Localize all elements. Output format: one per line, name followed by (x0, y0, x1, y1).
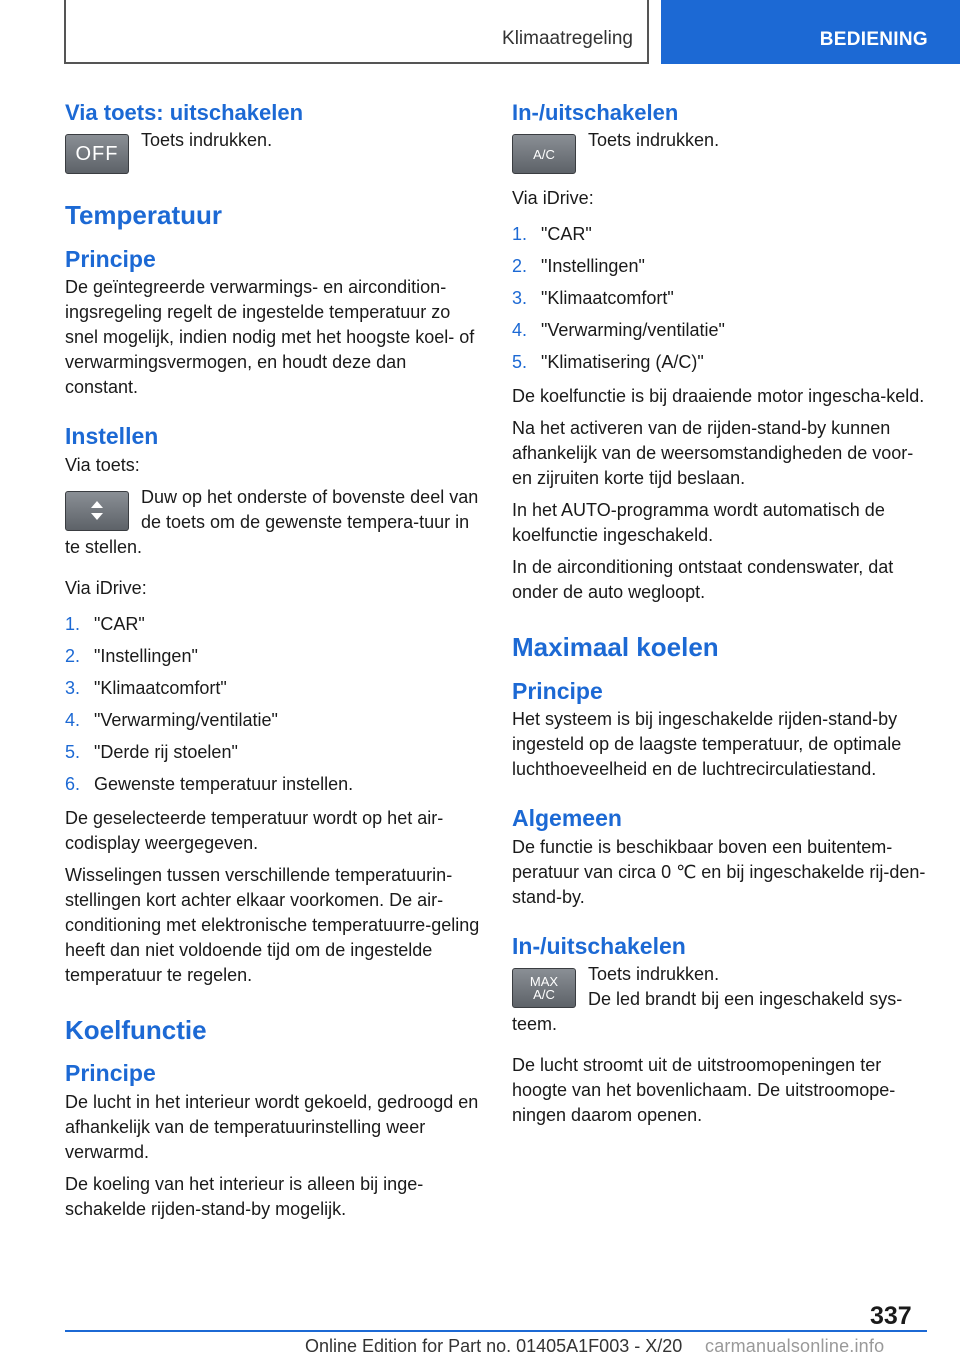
max-ac-instruction: Toets indrukken. (588, 964, 720, 985)
heading-temperatuur: Temperatuur (65, 200, 222, 231)
functie-text: De functie is beschikbaar boven een buitentem-peratuur van circa 0 ℃ en bij ingeschakelde rij-den-stand-by. (512, 836, 926, 907)
list-item: 4. "Verwarming/ventilatie" (512, 320, 725, 341)
lucht-text: De lucht in het interieur wordt gekoeld, gedroogd en afhankelijk van de temperatuurinstelling weer verwarmd. (65, 1091, 479, 1162)
off-key-row (65, 128, 480, 174)
wisselingen-text: Wisselingen tussen verschillende temperatuurin-stellingen kort achter elkaar voorkomen. De air-conditioning met elektronische temperatuurre-geling heeft dan niet voldoende tijd om de ingestelde temperatuur te regelen. (65, 864, 480, 985)
footer-divider (65, 1330, 927, 1332)
idrive-steps-list (65, 608, 480, 800)
idrive-steps-list-right (512, 218, 928, 378)
temp-key-text: Duw op het onderste of bovenste deel van de toets om de gewenste tempera-tuur in te stellen. (65, 486, 479, 557)
ac-key-icon: A/C (512, 134, 576, 174)
section-title: BEDIENING (819, 29, 928, 50)
temperature-arrows-icon (65, 491, 129, 531)
list-item: 1. "CAR" (65, 613, 145, 634)
off-instruction: Toets indrukken. (141, 130, 273, 151)
list-item: 5. "Derde rij stoelen" (65, 741, 238, 762)
via-toets-label: Via toets: (65, 454, 140, 475)
heading-in-uitschakelen: In-/uitschakelen (512, 100, 679, 125)
left-column (65, 100, 480, 1229)
via-idrive-label-right: Via iDrive: (512, 188, 594, 209)
list-item: 6. Gewenste temperatuur instellen. (65, 773, 354, 794)
section-tab (661, 0, 960, 64)
edition-text: Online Edition for Part no. 01405A1F003 - X/20 (305, 1336, 683, 1356)
list-item: 3. "Klimaatcomfort" (65, 677, 227, 698)
geselecteerde-text: De geselecteerde temperatuur wordt op het air-codisplay weergegeven. (65, 807, 444, 853)
heading-maximaal-koelen: Maximaal koelen (512, 632, 719, 663)
koelfunctie-text: De koelfunctie is bij draaiende motor ingescha-keld. (512, 386, 925, 407)
heading-algemeen: Algemeen (512, 805, 622, 832)
right-column (512, 100, 928, 1135)
heading-koelfunctie: Koelfunctie (65, 1014, 207, 1045)
ac-instruction: Toets indrukken. (588, 130, 720, 151)
activeren-text: Na het activeren van de rijden-stand-by kunnen afhankelijk van de weersomstandigheden de voor- en zijruiten korte tijd beslaan. (512, 418, 914, 489)
auto-text: In het AUTO-programma wordt automatisch de koelfunctie ingeschakeld. (512, 500, 885, 546)
page-number: 337 (870, 1302, 912, 1330)
list-item: 2. "Instellingen" (512, 256, 645, 277)
led-text: De led brandt bij een ingeschakeld sys-teem. (512, 989, 903, 1035)
header-frame (64, 0, 649, 64)
heading-in-uitschakelen-2: In-/uitschakelen (512, 932, 686, 959)
list-item: 4. "Verwarming/ventilatie" (65, 709, 278, 730)
list-item: 5. "Klimatisering (A/C)" (512, 352, 704, 373)
heading-via-toets: Via toets: uitschakelen (65, 100, 304, 125)
temp-key-row (65, 485, 480, 560)
heading-principe: Principe (65, 245, 156, 272)
heading-instellen: Instellen (65, 423, 159, 450)
list-item: 1. "CAR" (512, 224, 592, 245)
ac-key-row (512, 128, 928, 174)
systeem-text: Het systeem is bij ingeschakelde rijden-stand-by ingesteld op de laagste temperatuur, de optimale luchthoeveelheid en de luchtrecirculatiestand. (512, 709, 902, 780)
condens-text: In de airconditioning ontstaat condenswater, dat onder de auto wegloopt. (512, 557, 894, 603)
via-idrive-label: Via iDrive: (65, 577, 147, 598)
list-item: 3. "Klimaatcomfort" (512, 288, 674, 309)
watermark: carmanualsonline.info (705, 1336, 885, 1356)
max-ac-key-row (512, 962, 928, 1037)
koeling-text: De koeling van het interieur is alleen bij inge-schakelde rijden-stand-by mogelijk. (65, 1173, 424, 1219)
heading-principe-right: Principe (512, 677, 603, 704)
max-ac-key-icon: MAX A/C (512, 968, 576, 1008)
principe-text: De geïntegreerde verwarmings- en aircondition-ingsregeling regelt de ingestelde temperatuur zo snel mogelijk, indien nodig met het hoogste koel- of verwarmingsvermogen, en houdt deze dan constant. (65, 277, 475, 398)
list-item: 2. "Instellingen" (65, 645, 198, 666)
off-key-icon: OFF (65, 134, 129, 174)
heading-principe-2: Principe (65, 1059, 156, 1086)
chapter-title: Klimaatregeling (502, 28, 633, 49)
stroomt-text: De lucht stroomt uit de uitstroomopeningen ter hoogte van het bovenlichaam. De uitstroomope-ningen daarom openen. (512, 1055, 896, 1126)
